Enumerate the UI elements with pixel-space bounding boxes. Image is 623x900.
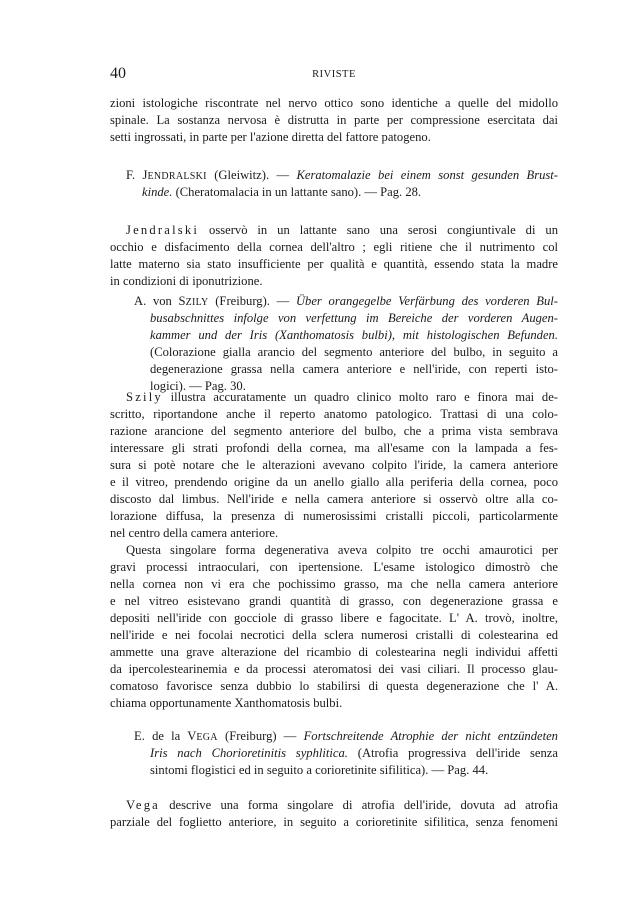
reference-translation: sintomi flogistici ed in seguito a corioretinite sifilitica). — Pag. 44.: [150, 763, 489, 777]
para-szily-line: nel centro della camera anteriore.: [110, 526, 279, 540]
reference-translation: degenerazione grassa nella camera anteriore e nell'iride, con reperti isto-: [150, 362, 558, 376]
intro-line: zioni istologiche riscontrate nel nervo ottico sono identiche a quelle del midollo: [110, 96, 558, 110]
para-degenerazione-line: ammette una grave alterazione del ricambio di colestearina negli individui affetti: [110, 645, 558, 659]
para-szily-line: razione arancione del segmento anteriore del bulbo, che a prima vista sembrava: [110, 424, 558, 438]
para-degenerazione-line: Questa singolare forma degenerativa aveva colpito tre occhi amaurotici per: [126, 543, 558, 557]
para-degenerazione-line: nell'iride e nei focolai necrotici della sclera numerosi cristalli di colestearina ed: [110, 628, 558, 642]
running-head: RIVISTE: [312, 69, 356, 80]
para-szily-line: interessare gli strati profondi della cornea, ma all'esame con la lampada a fes-: [110, 441, 558, 455]
para-vega-line: parziale del foglietto anteriore, in seguito a corioretinite sifilitica, senza fenomeni: [110, 815, 558, 829]
para-jendralski-line: occhio e disfacimento della cornea dell'altro ; egli ritiene che il nutrimento col: [110, 240, 558, 254]
author-name-spaced: Szily: [126, 390, 163, 404]
para-degenerazione-line: depositi nell'iride con gocciole di grasso libere e fagocitate. L' A. trovò, inoltre,: [110, 611, 558, 625]
reference-jendralski: [126, 167, 558, 185]
author-name-spaced: Vega: [126, 798, 160, 812]
reference-author-smallcaps: EGA: [196, 732, 218, 743]
author-name-spaced: Jendralski: [126, 223, 200, 237]
para-jendralski-line: in condizioni di iponutrizione.: [110, 274, 263, 288]
para-degenerazione-line: chiama opportunamente Xanthomatosis bulbi.: [110, 696, 343, 710]
reference-translation: (Atrofia progressiva dell'iride senza: [347, 746, 558, 760]
reference-title: kinde.: [142, 185, 173, 199]
reference-title: kammer und der Iris (Xanthomatosis bulbi), mit histologischen Befunden.: [150, 328, 558, 342]
reference-szily-cont: [150, 327, 558, 343]
reference-translation: logici). — Pag. 30.: [150, 379, 246, 393]
para-szily-line: sura si potè notare che le alterazioni avevano colpito l'iride, la camera anteriore: [110, 458, 558, 472]
para-degenerazione-line: da ipercolestearinemia e da processi ateromatosi dei vasi ciliari. Il processo glau-: [110, 662, 558, 676]
reference-title: Über orangegelbe Verfärbung des vorderen Bul-: [295, 294, 558, 308]
reference-title: Keratomalazie bei einem sonst gesunden Brust-: [296, 168, 558, 182]
reference-translation: (Colorazione gialla arancio del segmento anteriore del bulbo, in seguito a: [150, 345, 558, 359]
para-degenerazione-line: comatoso favorisce senza dubbio lo stabilirsi di questa degenerazione che l' A.: [110, 679, 558, 693]
para-vega-line: Vega descrive una forma singolare di atrofia dell'iride, dovuta ad atrofia: [126, 798, 558, 812]
reference-author-smallcaps: ZILY: [185, 297, 209, 308]
reference-title: busabschnittes infolge von verfettung im Bereiche der vorderen Augen-: [150, 311, 558, 325]
para-jendralski-line: Jendralski osservò in un lattante sano una serosi congiuntivale di un: [126, 223, 558, 237]
para-szily-line: e il vitreo, prendendo origine da un anello giallo alla periferia della cornea, poco: [110, 475, 558, 489]
para-jendralski-line: latte materno sia stato insufficiente per qualità e quantità, essendo stata la madre: [110, 257, 558, 271]
reference-vega-cont: [150, 745, 558, 761]
reference-author-smallcaps: ENDRALSKI: [147, 171, 207, 182]
para-degenerazione-line: gravi processi intraoculari, con ipertensione. L'esame istologico dimostrò che: [110, 560, 558, 574]
reference-author: F. J: [126, 168, 148, 182]
reference-vega: [134, 728, 558, 746]
reference-city: (Freiburg). —: [208, 294, 296, 308]
reference-title: Fortschreitende Atrophie der nicht entzündeten: [303, 729, 558, 743]
para-szily-line: discosto dal limbus. Nell'iride e nella camera anteriore si osservò oltre alla co-: [110, 492, 558, 506]
para-szily-line: lorazione diffusa, la presenza di numerosissimi cristalli piccoli, particolarmente: [110, 509, 558, 523]
page-number: 40: [110, 65, 126, 82]
reference-szily-cont: [150, 310, 558, 326]
reference-title: Iris nach Chorioretinitis syphlitica.: [150, 746, 348, 760]
intro-line: setti ingrossati, in parte per l'azione diretta del fattore patogeno.: [110, 130, 431, 144]
para-szily-line: scritto, riportandone anche il reperto anatomo patologico. Trattasi di una colo-: [110, 407, 558, 421]
page-header: [110, 64, 558, 84]
reference-author: A. von S: [134, 294, 186, 308]
para-szily-line: Szily illustra accuratamente un quadro clinico molto raro e finora mai de-: [126, 390, 558, 404]
reference-city: (Gleiwitz). —: [206, 168, 297, 182]
reference-szily: [134, 293, 558, 311]
para-degenerazione-line: nella cornea non vi era che pochissimo grasso, ma che nella camera anteriore: [110, 577, 558, 591]
reference-author: E. de la V: [134, 729, 197, 743]
reference-translation: (Cheratomalacia in un lattante sano). — Pag. 28.: [172, 185, 422, 199]
reference-jendralski-cont: [142, 184, 421, 200]
reference-city: (Freiburg) —: [217, 729, 304, 743]
para-degenerazione-line: e nel vitreo esistevano grandi quantità di grasso, con degenerazione grassa e: [110, 594, 558, 608]
intro-line: spinale. La sostanza nervosa è distrutta in parte per compressione esercitata dai: [110, 113, 558, 127]
